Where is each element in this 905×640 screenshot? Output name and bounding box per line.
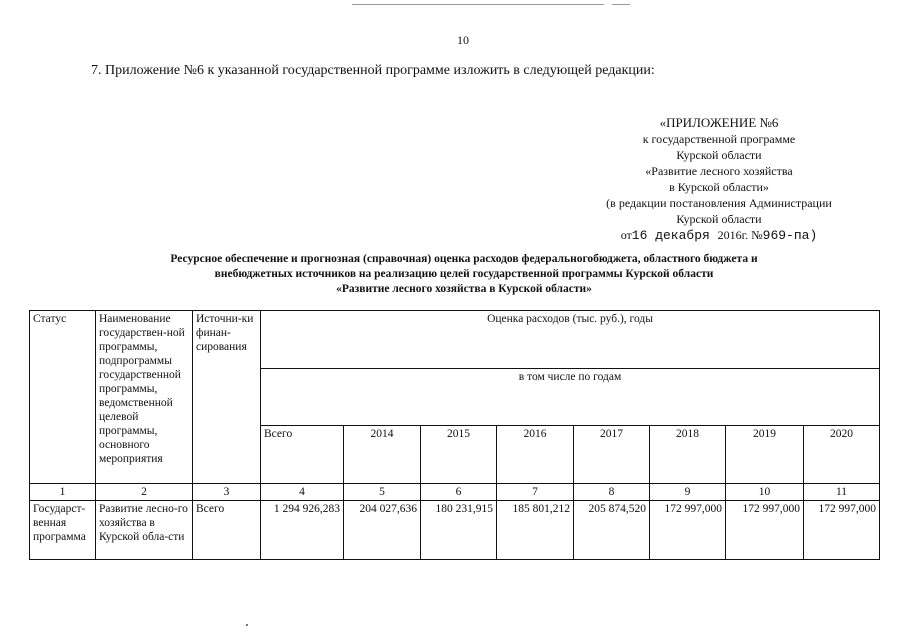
heading-line-3: «Развитие лесного хозяйства в Курской области» <box>336 283 592 295</box>
column-number: 1 <box>30 484 96 501</box>
cell-name: Развитие лесно-го хозяйства в Курской обла-сти <box>96 501 193 560</box>
column-number: 2 <box>96 484 193 501</box>
column-number-row <box>30 484 880 501</box>
appendix-line-6: Курской области <box>676 212 762 226</box>
appendix-line-2: Курской области <box>676 148 762 162</box>
appendix-line-1: к государственной программе <box>642 132 796 146</box>
appendix-date-line <box>560 227 878 244</box>
header-year-2016: 2016 <box>497 426 574 484</box>
table-row <box>30 501 880 560</box>
appendix-title: «ПРИЛОЖЕНИЕ №6 <box>659 115 779 130</box>
cell-2018: 172 997,000 <box>650 501 726 560</box>
header-name: Наименование государствен-ной программы, подпрограммы государственной программы, ведомственной целевой программы, основного мероприятия <box>96 311 193 484</box>
intro-paragraph: 7. Приложение №6 к указанной государственной программе изложить в следующей редакции: <box>91 63 655 78</box>
appendix-block <box>560 115 878 244</box>
cell-2020: 172 997,000 <box>804 501 880 560</box>
header-year-2018: 2018 <box>650 426 726 484</box>
date-value: 16 декабря <box>631 228 718 243</box>
header-estimate: Оценка расходов (тыс. руб.), годы <box>261 311 880 369</box>
cell-2019: 172 997,000 <box>726 501 804 560</box>
heading-line-1: Ресурсное обеспечение и прогнозная (справочная) оценка расходов федеральногобюджета, областного бюджета и <box>170 253 758 265</box>
header-year-2020: 2020 <box>804 426 880 484</box>
header-row-1 <box>30 311 880 369</box>
cell-2017: 205 874,520 <box>574 501 650 560</box>
appendix-line-5: (в редакции постановления Администрации <box>606 196 832 210</box>
date-close: ) <box>809 228 818 243</box>
column-number: 5 <box>344 484 421 501</box>
decree-number: 969-па <box>762 228 810 243</box>
column-number: 7 <box>497 484 574 501</box>
header-source: Источни-ки финан-сирования <box>193 311 261 484</box>
cell-total: 1 294 926,283 <box>261 501 344 560</box>
column-number: 11 <box>804 484 880 501</box>
top-rule-short <box>612 4 630 5</box>
date-prefix: от <box>620 228 632 242</box>
header-total: Всего <box>261 426 344 484</box>
header-year-2015: 2015 <box>421 426 497 484</box>
cell-status: Государст-венная программа <box>30 501 96 560</box>
heading-line-2: внебюджетных источников на реализацию целей государственной программы Курской области <box>214 268 714 280</box>
header-year-2017: 2017 <box>574 426 650 484</box>
table-heading <box>110 252 818 297</box>
column-number: 9 <box>650 484 726 501</box>
header-by-years: в том числе по годам <box>261 368 880 426</box>
cell-source: Всего <box>193 501 261 560</box>
column-number: 8 <box>574 484 650 501</box>
scan-speck <box>246 624 248 626</box>
cell-2016: 185 801,212 <box>497 501 574 560</box>
header-status: Статус <box>30 311 96 484</box>
page-number: 10 <box>457 33 469 47</box>
cell-2015: 180 231,915 <box>421 501 497 560</box>
header-year-2014: 2014 <box>344 426 421 484</box>
column-number: 3 <box>193 484 261 501</box>
cell-2014: 204 027,636 <box>344 501 421 560</box>
appendix-line-3: «Развитие лесного хозяйства <box>645 164 793 178</box>
column-number: 6 <box>421 484 497 501</box>
column-number: 10 <box>726 484 804 501</box>
column-number: 4 <box>261 484 344 501</box>
expenses-table <box>29 310 880 560</box>
appendix-line-4: в Курской области» <box>669 180 769 194</box>
header-year-2019: 2019 <box>726 426 804 484</box>
date-year: 2016г. № <box>717 228 763 242</box>
top-rule <box>352 4 604 5</box>
